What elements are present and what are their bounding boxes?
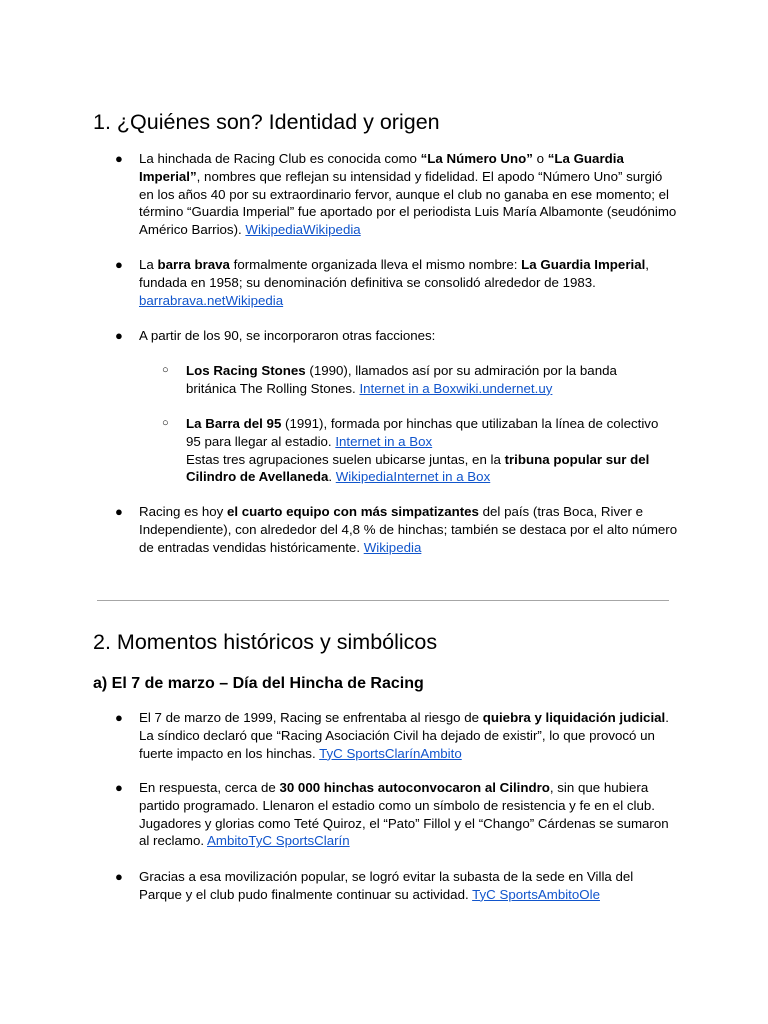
section-1-heading: 1. ¿Quiénes son? Identidad y origen: [93, 110, 440, 134]
list-item: [115, 709, 679, 762]
source-link[interactable]: WikipediaWikipedia: [245, 222, 361, 238]
bold-text: el cuarto equipo con más simpatizantes: [226, 504, 479, 519]
text-run: Racing es hoy: [139, 504, 227, 519]
text-run: En respuesta, cerca de: [139, 780, 280, 795]
bold-text: quiebra y liquidación judicial: [482, 710, 666, 725]
text-run: del país (tras Boca, River e Independiente), con alrededor del 4,8 % de hinchas; también se destaca por el alto número de entradas vendidas históricamente.: [139, 504, 678, 555]
text-run: (1990), llamados así por su admiración por la banda británica The Rolling Stones.: [186, 363, 617, 396]
source-link[interactable]: barrabrava.netWikipedia: [139, 292, 284, 308]
source-link[interactable]: Wikipedia: [363, 539, 422, 555]
bold-text: 30 000 hinchas autoconvocaron al Cilindro: [279, 780, 550, 795]
text-run: La: [139, 257, 158, 272]
bullet-icon: ●: [115, 710, 123, 725]
bold-text: “La Número Uno”: [420, 151, 533, 166]
horizontal-divider: [97, 600, 669, 601]
paragraph-text: [139, 503, 679, 556]
paragraph-text: [186, 415, 666, 451]
sub-list-item: [162, 362, 666, 398]
source-link[interactable]: WikipediaInternet in a Box: [335, 469, 491, 485]
text-run: .: [328, 469, 336, 485]
hollow-bullet-icon: ○: [162, 364, 169, 376]
bullet-icon: ●: [115, 780, 123, 795]
subsection-heading: a) El 7 de marzo – Día del Hincha de Racing: [93, 675, 424, 692]
paragraph-text: [186, 451, 666, 487]
source-link[interactable]: Internet in a Boxwiki.undernet.uy: [359, 380, 553, 396]
bold-text: barra brava: [157, 257, 230, 272]
text-run: , fundada en 1958; su denominación definitiva se consolidó alrededor de 1983.: [139, 257, 649, 290]
text-run: A partir de los 90, se incorporaron otras facciones:: [139, 328, 436, 343]
section-2-heading: 2. Momentos históricos y simbólicos: [93, 630, 438, 654]
text-run: Estas tres agrupaciones suelen ubicarse juntas, en la: [186, 451, 505, 467]
paragraph-text: [139, 868, 679, 904]
sub-list-item: [162, 415, 666, 486]
bold-text: La Barra del 95: [186, 416, 282, 431]
hollow-bullet-icon: ○: [162, 417, 169, 429]
bold-text: La Guardia Imperial: [521, 257, 646, 272]
paragraph-text: [139, 779, 679, 850]
text-run: (1991), formada por hinchas que utilizaban la línea de colectivo 95 para llegar al estadio.: [186, 416, 659, 449]
source-link[interactable]: TyC SportsClarínAmbito: [319, 745, 462, 761]
bold-text: tribuna popular sur del Cilindro de Avellaneda: [186, 451, 650, 485]
list-item: [115, 256, 679, 309]
bullet-icon: ●: [115, 869, 123, 884]
source-link[interactable]: AmbitoTyC SportsClarín: [207, 833, 350, 849]
paragraph-text: [139, 256, 679, 309]
text-run: Gracias a esa movilización popular, se logró evitar la subasta de la sede en Villa del Parque y el club pudo finalmente continuar su actividad.: [139, 869, 634, 902]
paragraph-text: [186, 362, 666, 398]
list-item: [115, 503, 679, 556]
list-item: [115, 150, 679, 239]
bullet-icon: ●: [115, 257, 123, 272]
paragraph-text: [139, 709, 679, 762]
text-run: o: [532, 151, 548, 166]
bullet-icon: ●: [115, 328, 123, 343]
list-item: [115, 327, 679, 345]
text-run: . La síndico declaró que “Racing Asociación Civil ha dejado de existir”, lo que provocó un fuerte impacto en los hinchas.: [139, 710, 669, 761]
source-link[interactable]: Internet in a Box: [335, 433, 433, 449]
bullet-icon: ●: [115, 151, 123, 166]
bold-text: “La Guardia Imperial”: [139, 151, 624, 184]
bullet-icon: ●: [115, 504, 123, 519]
text-run: , nombres que reflejan su intensidad y fidelidad. El apodo “Número Uno” surgió en los años 40 por su extraordinario fervor, aunque el club no ganaba en ese momento; el término “Guardia Imperial” fue aportado por el periodista Luis María Albamonte (seudónimo Américo Barrios).: [139, 168, 677, 238]
paragraph-text: [139, 327, 679, 345]
text-run: , sin que hubiera partido programado. Llenaron el estadio como un símbolo de resistencia y fe en el club. Jugadores y glorias como Teté Quiroz, el “Pato” Fillol y el “Chango” Cárdenas se sumaron al reclamo.: [139, 780, 669, 849]
bold-text: Los Racing Stones: [186, 363, 306, 378]
list-item: [115, 779, 679, 850]
list-item: [115, 868, 679, 904]
text-run: La hinchada de Racing Club es conocida como: [139, 151, 421, 166]
text-run: formalmente organizada lleva el mismo nombre:: [229, 257, 522, 272]
paragraph-text: [139, 150, 679, 239]
text-run: El 7 de marzo de 1999, Racing se enfrentaba al riesgo de: [139, 710, 483, 725]
source-link[interactable]: TyC SportsAmbitoOle: [472, 886, 600, 902]
